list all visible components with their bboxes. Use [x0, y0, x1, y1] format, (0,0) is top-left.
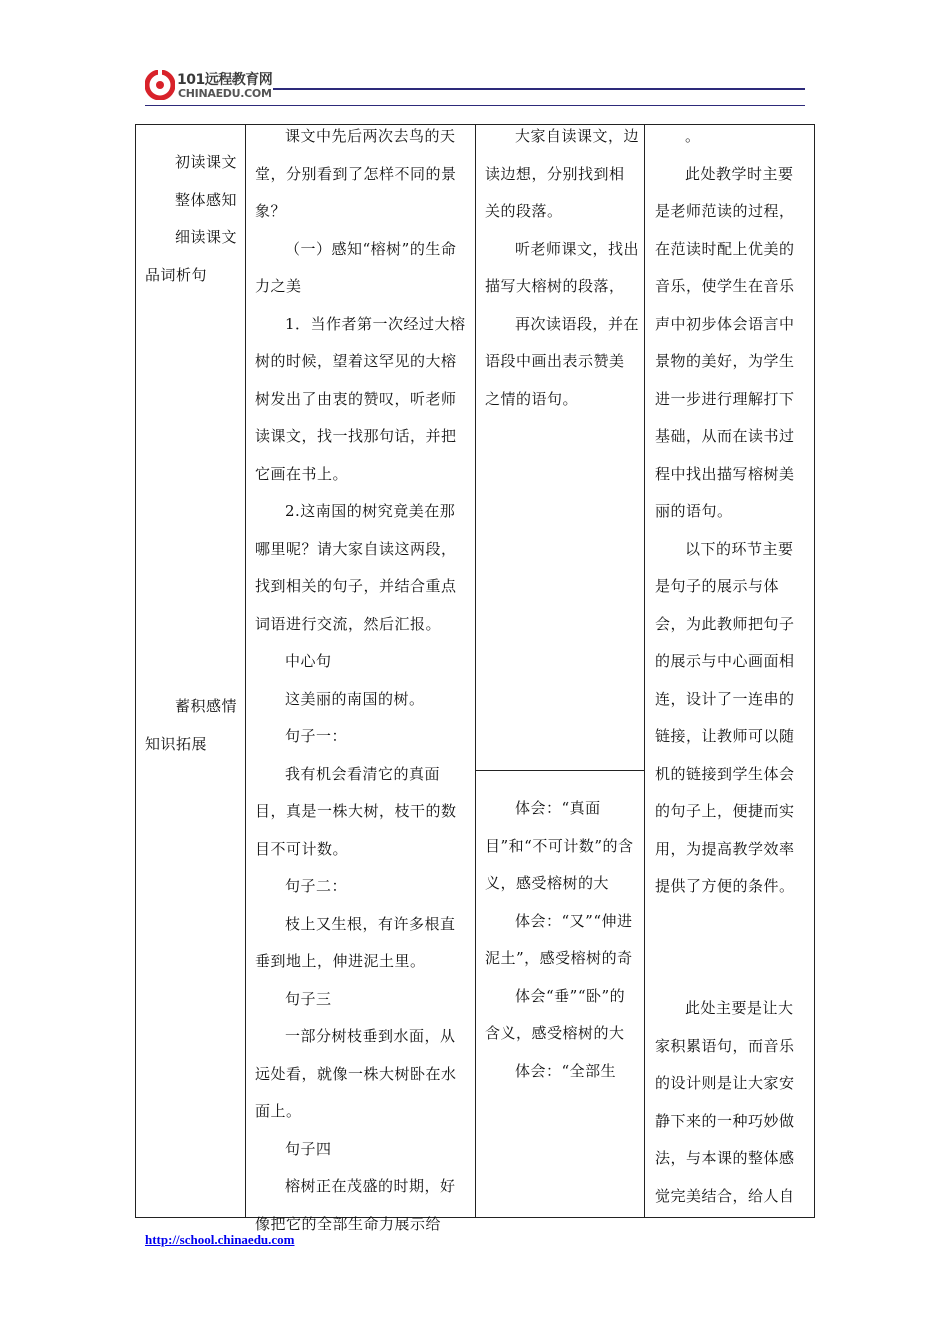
activity-paragraph: （一）感知“榕树”的生命力之美: [255, 239, 457, 295]
activity-paragraph: 句子一：: [285, 727, 348, 745]
stage-column-bottom: [145, 688, 237, 763]
student-activity-column-bottom: [485, 790, 639, 1090]
student-paragraph: 体会：“又”“伸进泥土”，感受榕树的奇: [485, 911, 633, 967]
column-divider-1: [245, 124, 246, 1218]
page-header: [145, 66, 810, 110]
activity-paragraph: 句子四: [285, 1139, 332, 1158]
student-paragraph: 再次读语段，并在语段中画出表示赞美之情的语句。: [485, 314, 640, 408]
stage-column-top: [145, 144, 237, 294]
stage-label: 初读课文: [175, 153, 238, 171]
activity-paragraph: 句子二：: [285, 877, 348, 895]
student-paragraph: 听老师课文，找出描写大榕树的段落，: [485, 239, 640, 295]
student-paragraph: 体会：“真面目”和“不可计数”的含义，感受榕树的大: [485, 799, 634, 892]
activity-paragraph: 中心句: [285, 652, 332, 670]
footer-link[interactable]: http://school.chinaedu.com: [145, 1232, 295, 1247]
logo-chinese-text: 101远程教育网: [177, 72, 273, 88]
intent-paragraph: 。: [685, 127, 701, 145]
chinaedu-logo-icon: [145, 70, 175, 100]
activity-paragraph: 1．当作者第一次经过大榕树的时候，望着这罕见的大榕树发出了由衷的赞叹，听老师读课文，找一找那句话，并把它画在书上。: [255, 314, 466, 483]
intent-paragraph: 此处教学时主要是老师范读的过程，在范读时配上优美的音乐，使学生在音乐声中初步体会语言中景物的美好，为学生进一步进行理解打下基础，从而在读书过程中找出描写榕树美丽的语句。: [655, 164, 795, 520]
activity-paragraph: 2.这南国的树究竟美在那哪里呢？请大家自读这两段，找到相关的句子，并结合重点词语进行交流，然后汇报。: [255, 502, 457, 633]
teacher-activity-column: [255, 118, 469, 1243]
activity-paragraph: 课文中先后两次去鸟的天堂，分别看到了怎样不同的景象？: [255, 127, 457, 220]
header-rule-bottom: [145, 105, 805, 106]
stage-label: 整体感知: [175, 190, 238, 209]
activity-paragraph: 枝上又生根，有许多根直垂到地上，伸进泥土里。: [255, 914, 456, 970]
design-intent-column: [655, 118, 807, 906]
logo-english-text: CHINAEDU.COM: [178, 87, 272, 100]
student-activity-column-top: [485, 118, 639, 418]
student-paragraph: 大家自读课文，边读边想，分别找到相关的段落。: [485, 127, 640, 220]
activity-paragraph: 一部分树枝垂到水面，从远处看，就像一株大树卧在水面上。: [255, 1027, 457, 1120]
column-divider-2: [475, 124, 476, 1218]
row-divider-partial: [475, 770, 644, 771]
column-divider-3: [644, 124, 645, 1218]
activity-paragraph: 这美丽的南国的树。: [285, 689, 425, 708]
activity-paragraph: 我有机会看清它的真面目，真是一株大树，枝干的数目不可计数。: [255, 764, 457, 858]
student-paragraph: 体会“垂”“卧”的含义，感受榕树的大: [485, 986, 626, 1042]
intent-paragraph: 此处主要是让大家积累语句，而音乐的设计则是让大家安静下来的一种巧妙做法，与本课的整体感觉完美结合，给人自: [655, 999, 795, 1205]
header-rule-top: [273, 88, 805, 90]
design-intent-column-bottom: [655, 990, 807, 1215]
intent-paragraph: 以下的环节主要是句子的展示与体会，为此教师把句子的展示与中心画面相连，设计了一连串的链接，让教师可以随机的链接到学生体会的句子上，便捷而实用，为提高教学效率提供了方便的条件。: [655, 539, 795, 895]
stage-label: 蓄积感情知识拓展: [145, 697, 238, 753]
student-paragraph: 体会：“全部生: [515, 1061, 617, 1080]
activity-paragraph: 句子三: [285, 989, 332, 1008]
activity-paragraph: 榕树正在茂盛的时期，好像把它的全部生命力展示给: [255, 1177, 456, 1233]
stage-label: 细读课文品词析句: [145, 228, 238, 284]
